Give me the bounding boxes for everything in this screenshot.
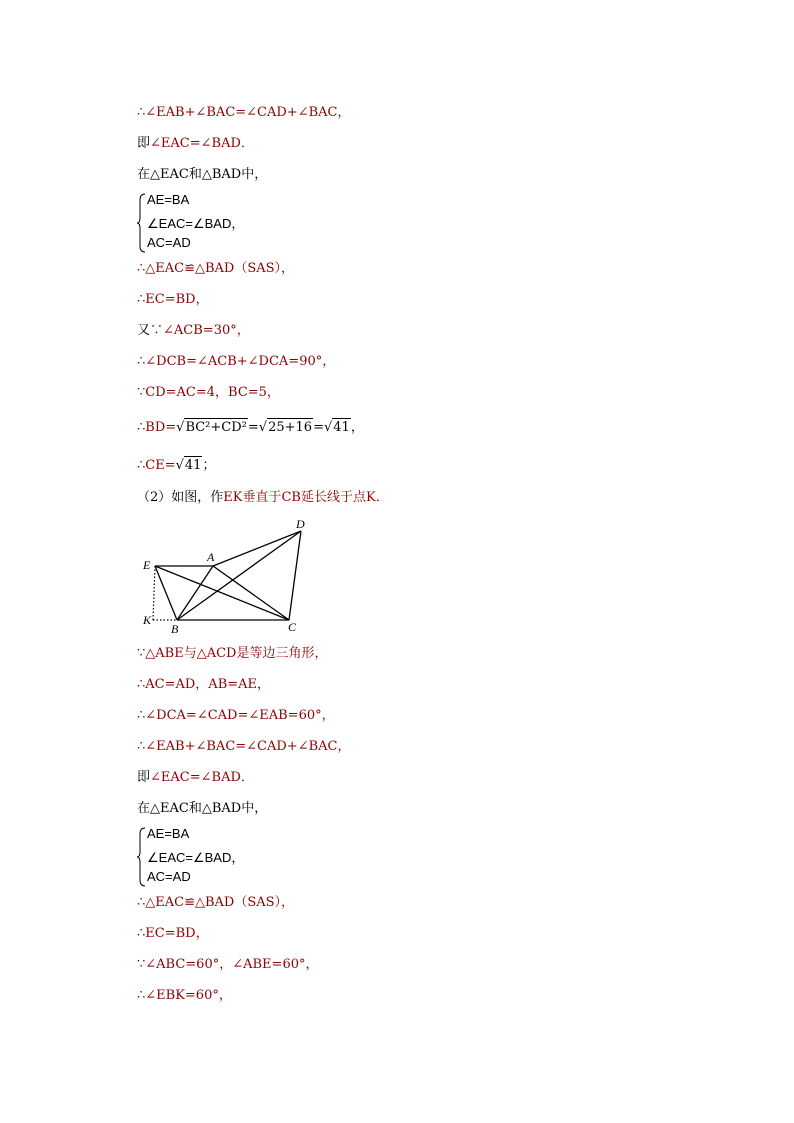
proof-line: ∵CD=AC=4，BC=5， <box>137 385 280 400</box>
sqrt-expression: √BC²+CD² <box>176 420 247 435</box>
proof-line: ∴AC=AD，AB=AE， <box>137 677 271 692</box>
sqrt-expression: √41 <box>323 420 350 435</box>
proof-line: ∴∠DCA=∠CAD=∠EAB=60°， <box>137 708 335 723</box>
sqrt-expression: √25+16 <box>258 420 313 435</box>
proof-line: ∴∠EBK=60°， <box>137 988 232 1003</box>
system-row: AE=BA <box>147 192 190 207</box>
proof-line: ∴BD=√BC²+CD²=√25+16=√41， <box>137 420 364 435</box>
proof-line: ∴∠DCB=∠ACB+∠DCA=90°， <box>137 354 336 369</box>
brace-icon <box>137 192 147 254</box>
proof-line: ∴EC=BD， <box>137 926 209 941</box>
system-row: AC=AD <box>147 869 191 884</box>
proof-line: ∴△EAC≌△BAD（SAS）， <box>137 261 295 276</box>
system-row: ∠EAC=∠BAD， <box>147 850 245 865</box>
proof-line: 在△EAC和△BAD中， <box>137 801 268 816</box>
label-D: D <box>296 517 305 531</box>
geometry-figure <box>137 513 317 638</box>
proof-line: 在△EAC和△BAD中， <box>137 167 268 182</box>
proof-line: 即∠EAC=∠BAD． <box>137 136 254 151</box>
proof-line: 又∵∠ACB=30°， <box>137 323 250 338</box>
proof-line: （2）如图，作EK垂直于CB延长线于点K． <box>137 490 389 505</box>
proof-line: ∴EC=BD， <box>137 292 209 307</box>
system-row: AC=AD <box>147 235 191 250</box>
system-row: AE=BA <box>147 826 190 841</box>
proof-line: ∴∠EAB+∠BAC=∠CAD+∠BAC， <box>137 105 351 120</box>
label-A: A <box>207 550 215 564</box>
proof-line: ∴△EAC≌△BAD（SAS）， <box>137 895 295 910</box>
proof-line: ∴CE=√41； <box>137 458 216 473</box>
proof-line: ∵△ABE与△ACD是等边三角形， <box>137 646 328 661</box>
system-row: ∠EAC=∠BAD， <box>147 216 245 231</box>
label-C: C <box>288 620 297 634</box>
proof-line: ∵∠ABC=60°，∠ABE=60°， <box>137 957 319 972</box>
equation-system <box>137 826 257 888</box>
label-K: K <box>143 613 152 627</box>
label-E: E <box>143 558 151 572</box>
label-B: B <box>171 622 179 636</box>
sqrt-expression: √41 <box>175 458 202 473</box>
equation-system <box>137 192 257 254</box>
brace-icon <box>137 826 147 888</box>
proof-line: ∴∠EAB+∠BAC=∠CAD+∠BAC， <box>137 739 351 754</box>
proof-line: 即∠EAC=∠BAD． <box>137 770 254 785</box>
